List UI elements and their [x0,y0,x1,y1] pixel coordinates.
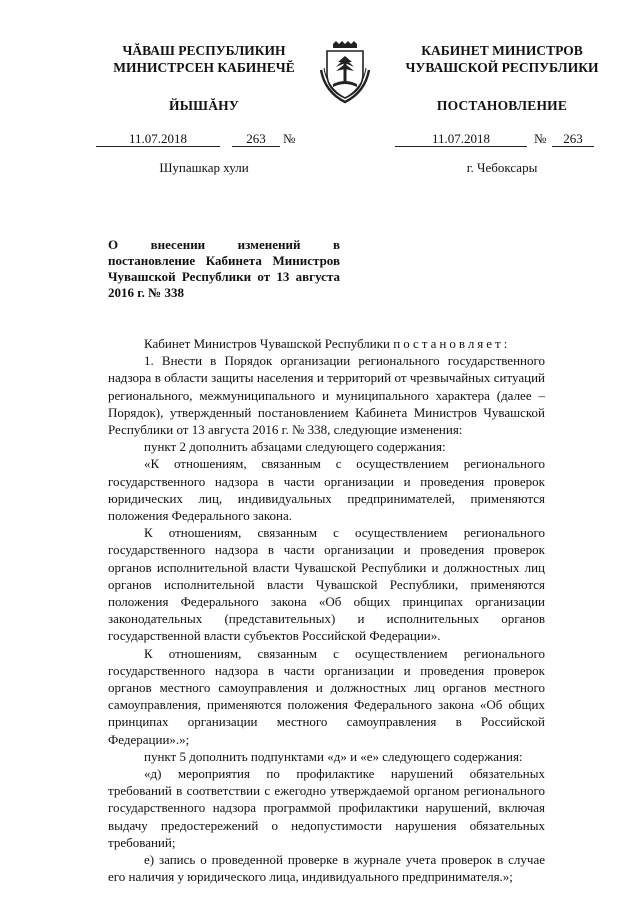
paragraph-2: пункт 2 дополнить абзацами следующего содержания: [144,439,446,455]
right-city: г. Чебоксары [466,160,538,175]
document-subject: О внесении изменений в постановление Кабинета Министров Чувашской Республики от 13 августа 2016 г. № 338 [108,237,340,300]
right-date: 11.07.2018 [395,131,527,147]
header-right-org [394,42,610,76]
header-right-line2: ЧУВАШСКОЙ РЕСПУБЛИКИ [405,60,599,75]
paragraph-3: «К отношениям, связанным с осуществлением регионального государственного надзора в части организации и проведения проверок юридических лиц, индивидуальных предпринимателей, применяются положения Федерального закона. [108,456,545,524]
paragraph-8: е) запись о проведенной проверке в журнале учета проверок в случае его наличия у юридического лица, индивидуального предпринимателя.»; [108,852,545,885]
intro-paragraph [108,335,545,352]
left-date: 11.07.2018 [96,131,220,147]
paragraph-6: пункт 5 дополнить подпунктами «д» и «е» следующего содержания: [144,748,523,764]
doc-type-chuvash: ЙЫШĂНУ [169,98,239,113]
paragraph-7: «д) мероприятия по профилактике нарушений обязательных требований в соответствии с ежегодно утверждаемой органом регионального государственного надзора программой профилактики нарушений, включая выдачу предостережений о недопустимости нарушения обязательных требований; [108,766,545,850]
intro-prefix: Кабинет Министров Чувашской Республики [144,336,394,351]
chuvash-coat-of-arms-icon [319,40,371,104]
header-right-line1: КАБИНЕТ МИНИСТРОВ [421,43,583,58]
paragraph-5: К отношениям, связанным с осуществлением регионального государственного надзора в части организации и проведения проверок органов местного самоуправления и должностных лиц органов местного самоуправления, применяются положения Федерального закона «Об общих принципах организации местного самоуправления в Российской Федерации».»; [108,645,545,747]
left-no-sign: № [283,131,296,146]
header-left-line1: ЧĂВАШ РЕСПУБЛИКИН [122,43,286,58]
paragraph-4: К отношениям, связанным с осуществлением регионального государственного надзора в части организации и проведения проверок органов исполнительной власти Чувашской Республики и должностных лиц органов исполнительной власти Чувашской Республики, применяются положения Федерального закона «Об общих принципах организации законодательных (представительных) и исполнительных органов государственной власти субъектов Российской Федерации». [108,525,545,644]
right-no-sign: № [534,131,547,146]
header-left-org [96,42,312,76]
date-number-row [0,131,640,147]
header-left-line2: МИНИСТРСЕН КАБИНЕЧĔ [113,60,295,75]
doc-type-russian: ПОСТАНОВЛЕНИЕ [436,98,568,113]
left-number: 263 [232,131,280,147]
paragraph-1: 1. Внести в Порядок организации регионального государственного надзора в области защиты населения и территорий от чрезвычайных ситуаций регионального, межмуниципального и муниципального характера (далее – Порядок), утвержденный постановлением Кабинета Министров Чувашской Республики от 13 августа 2016 г. № 338, следующие изменения: [108,353,545,438]
document-body [108,335,545,886]
left-city: Шупашкар хули [159,160,249,175]
intro-resolves: постановляет: [393,336,511,351]
right-number: 263 [552,131,594,147]
